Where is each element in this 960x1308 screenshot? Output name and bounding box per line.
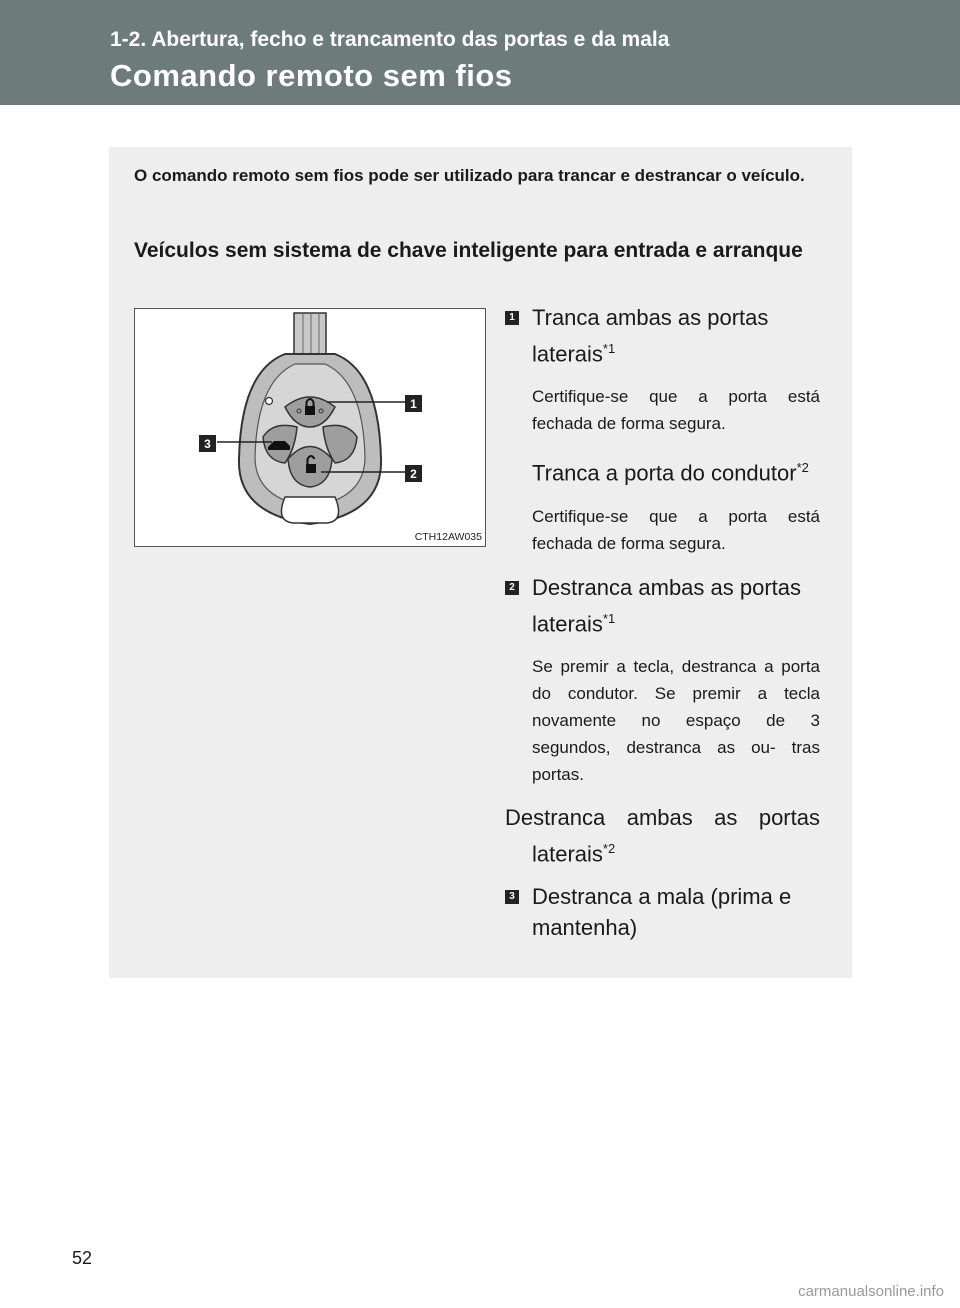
- item-title-text: Tranca ambas as portas laterais: [532, 305, 769, 367]
- item-unlock-all: [505, 572, 820, 639]
- item-note: Certifique-se que a porta está fechada de forma segura.: [532, 506, 820, 553]
- page-title: Comando remoto sem fios: [110, 58, 513, 93]
- item-title-text: Destranca ambas as portas laterais: [532, 574, 802, 636]
- page-header: [0, 0, 960, 105]
- item-badge: 3: [505, 890, 519, 904]
- item-title-text: Tranca a porta do condutor: [532, 460, 797, 486]
- callout-2-label: 2: [410, 467, 417, 481]
- item-badge: 2: [505, 581, 519, 595]
- intro-text: O comando remoto sem fios pode ser utilizado para trancar e destrancar o veículo.: [134, 166, 805, 185]
- item-unlock-trunk: [505, 881, 820, 943]
- footnote-mark: *1: [602, 610, 616, 626]
- item-list: [505, 302, 820, 943]
- item-title-text: Destranca a mala (prima e mantenha): [532, 884, 792, 941]
- item-badge: 1: [505, 311, 519, 325]
- footer-url: carmanualsonline.info: [798, 1283, 944, 1300]
- footnote-mark: *2: [602, 840, 616, 856]
- footnote-mark: *2: [796, 460, 809, 476]
- footnote-mark: *1: [602, 341, 616, 356]
- key-fob-figure: [134, 308, 486, 547]
- section-heading: 1-2. Abertura, fecho e trancamento das portas e da mala: [110, 28, 670, 51]
- item-lock-all: [505, 302, 820, 369]
- item-note: Certifique-se que a porta está fechada de forma segura.: [532, 387, 820, 434]
- callout-1-label: 1: [410, 397, 417, 411]
- subheading: Veículos sem sistema de chave inteligente para entrada e arranque: [134, 239, 803, 262]
- item-note: Se premir a tecla, destranca a porta do condutor. Se premir a tecla novamente no espaço de 3 segundos, destranca as ou- tras portas.: [532, 656, 820, 784]
- item-title-text: Destranca ambas as portas laterais: [505, 804, 820, 867]
- page-number: 52: [72, 1248, 93, 1268]
- item-unlock-all-alt: [505, 802, 820, 869]
- item-lock-driver: [505, 452, 820, 488]
- figure-code: CTH12AW035: [414, 531, 482, 543]
- callout-3-label: 3: [204, 437, 211, 451]
- key-fob-illustration: [135, 309, 487, 548]
